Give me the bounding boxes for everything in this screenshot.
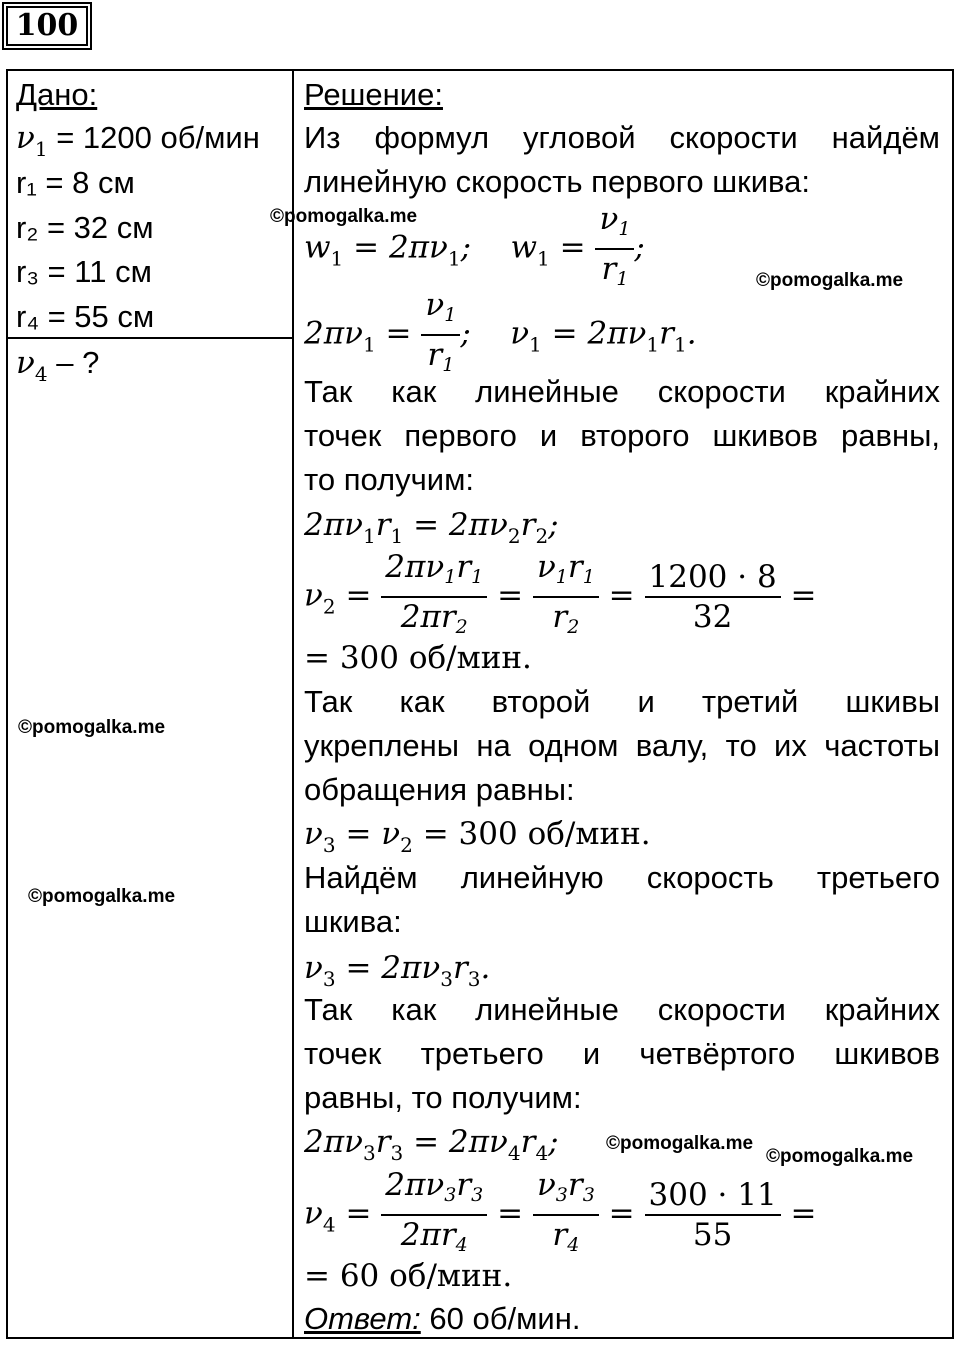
text-line: точек первого и второго шкивов равны, [304, 418, 940, 453]
given-header: Дано: [16, 77, 98, 112]
given-r3: r₃ = 11 см [16, 254, 152, 289]
text-line: точек третьего и четвёртого шкивов [304, 1036, 940, 1071]
watermark: ©pomogalka.me [606, 1133, 754, 1154]
text-line: укреплены на одном валу, то их частоты [304, 728, 940, 763]
answer [304, 1299, 580, 1339]
text-line: то получим: [304, 462, 475, 497]
given-divider [6, 337, 294, 339]
given-r4: r₄ = 55 см [16, 299, 155, 334]
text-line: равны, то получим: [304, 1080, 582, 1115]
watermark: ©pomogalka.me [28, 886, 176, 907]
watermark: ©pomogalka.me [756, 270, 904, 291]
problem-number: 100 [6, 6, 88, 46]
text-line: Найдём линейную скорость третьего [304, 860, 940, 895]
formula-v2: $\nu_2$ = $\frac{2\pi\nu 1r1}{2\pi r2}$ = $\frac{\nu 1r1}{r2}$ = $\frac{1200 \cdot 8}{32}$ = [304, 549, 817, 638]
text-line: Из формул угловой скорости найдём [304, 120, 940, 155]
find-v4: $\nu_4$ – ? [16, 345, 100, 386]
text-line: Так как линейные скорости крайних [304, 992, 940, 1027]
result-v4: = 60 об/мин. [304, 1258, 513, 1294]
answer-value: 60 об/мин. [429, 1301, 581, 1336]
result-v2: = 300 об/мин. [304, 640, 532, 676]
formula-v3-linear: $\nu_3 = 2\pi\nu_3r_3$. [304, 950, 491, 991]
formula-v4: $\nu_4$ = $\frac{2\pi\nu 3r3}{2\pi r4}$ = $\frac{\nu 3r3}{r4}$ = $\frac{300 \cdot 11}{55}$ = [304, 1167, 817, 1256]
formula-v3: $\nu_3 = \nu_2 = 300$ об/мин. [304, 816, 651, 857]
given-r1: r₁ = 8 см [16, 165, 135, 200]
formula-angular: $w_1 = 2\pi\nu_1$; $w_1$ = $\frac{\nu 1}{r1}$ ; [304, 201, 645, 290]
watermark: ©pomogalka.me [766, 1146, 914, 1167]
watermark: ©pomogalka.me [270, 206, 418, 227]
text-line: линейную скорость первого шкива: [304, 164, 810, 199]
answer-label: Ответ: [304, 1301, 421, 1336]
formula-equal-speeds-2: $2\pi\nu_3r_3 = 2\pi\nu_4r_4$; [304, 1124, 559, 1165]
text-line: шкива: [304, 904, 402, 939]
text-line: Так как второй и третий шкивы [304, 684, 940, 719]
given-v1: $\nu_1 = 1200$ об/мин [16, 120, 260, 161]
given-r2: r₂ = 32 см [16, 210, 154, 245]
column-divider [292, 69, 294, 1339]
text-line: Так как линейные скорости крайних [304, 374, 940, 409]
text-line: обращения равны: [304, 772, 575, 807]
watermark: ©pomogalka.me [18, 717, 166, 738]
formula-equal-speeds-1: $2\pi\nu_1r_1 = 2\pi\nu_2r_2$; [304, 507, 559, 548]
formula-linear: $2\pi\nu_1$ = $\frac{\nu 1}{r1}$ ; $\nu_1 = 2\pi\nu_1r_1$. [304, 287, 697, 376]
solution-header: Решение: [304, 77, 443, 112]
